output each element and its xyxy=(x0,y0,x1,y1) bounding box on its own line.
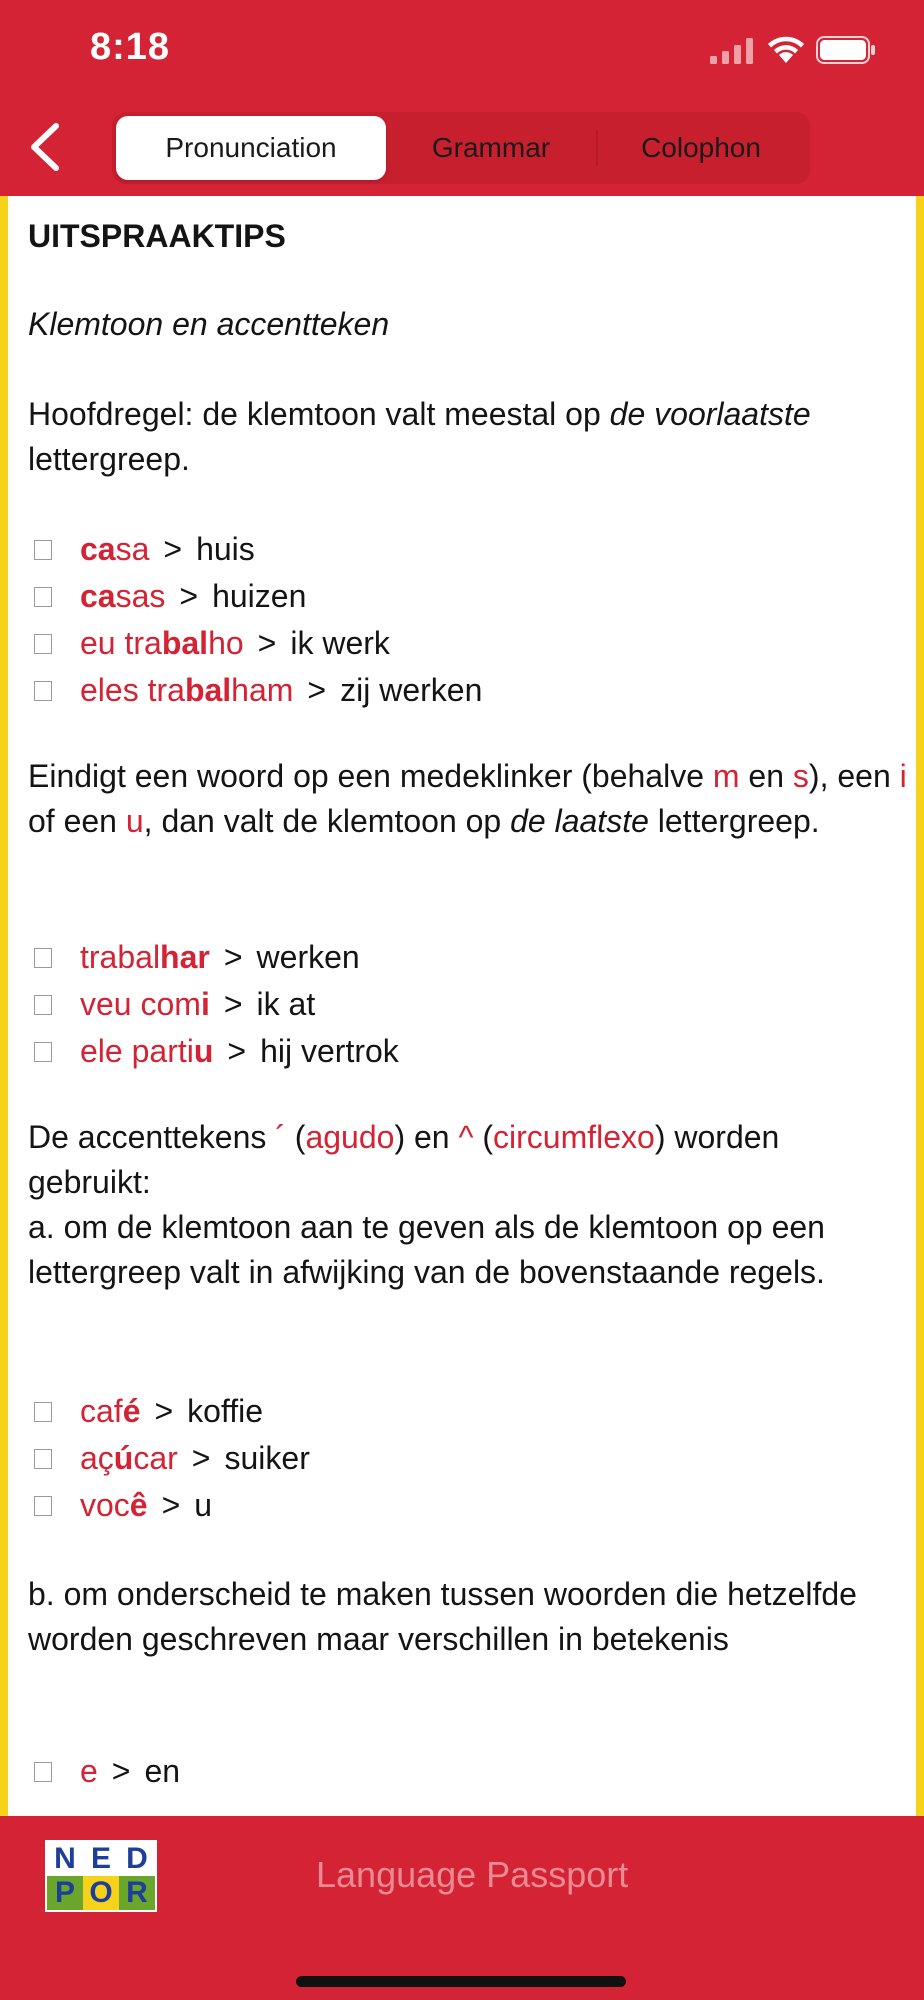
word-stressed: ú xyxy=(113,1440,134,1476)
example-item xyxy=(28,1389,263,1434)
word-part: ham xyxy=(231,672,294,708)
tab-colophon[interactable]: Colophon xyxy=(641,132,761,163)
footer-title: Language Passport xyxy=(316,1854,629,1895)
example-item xyxy=(28,1483,212,1528)
letter-highlight: s xyxy=(792,758,809,794)
rule-text: ), een xyxy=(808,758,900,794)
rule-final-stress xyxy=(28,754,908,844)
translation: suiker xyxy=(224,1440,310,1476)
rule-text: ( xyxy=(285,1119,306,1155)
example-item xyxy=(28,1436,310,1481)
status-time: 8:18 xyxy=(90,26,171,68)
rule-point-a: a. om de klemtoon aan te geven als de klemtoon op een lettergreep valt in afwijking van de bovenstaande regels. xyxy=(28,1209,825,1290)
content-scroll-area[interactable] xyxy=(0,196,924,1816)
example-item xyxy=(28,574,306,619)
accent-mark: ^ xyxy=(458,1119,474,1155)
example-item xyxy=(28,527,255,572)
nedpor-logo[interactable] xyxy=(45,1840,157,1912)
term-highlight: agudo xyxy=(305,1119,395,1155)
example-item xyxy=(28,982,315,1027)
wifi-icon xyxy=(766,34,806,64)
example-item xyxy=(28,935,360,980)
translation: ik werk xyxy=(290,625,390,661)
word-stressed: bal xyxy=(161,625,209,661)
rule-text: Eindigt een woord op een medeklinker (behalve xyxy=(28,758,713,794)
example-item xyxy=(28,1749,180,1794)
example-item xyxy=(28,668,482,713)
bullet-box-icon xyxy=(34,995,52,1015)
logo-letter: N xyxy=(47,1842,83,1876)
word-stressed: u xyxy=(193,1033,214,1069)
rule-point-b: b. om onderscheid te maken tussen woorden die hetzelfde worden geschreven maar verschillen in betekenis xyxy=(28,1576,857,1657)
translation: huizen xyxy=(212,578,307,614)
separator: > xyxy=(227,1033,247,1069)
accent-mark: ´ xyxy=(275,1119,286,1155)
word-part: eles tra xyxy=(80,672,185,708)
separator: > xyxy=(161,1487,181,1523)
segmented-control xyxy=(112,112,810,184)
separator: > xyxy=(223,939,243,975)
word-part: veu com xyxy=(80,986,201,1022)
rule-emphasis: de laatste xyxy=(510,803,649,839)
rule-text: lettergreep. xyxy=(648,803,820,839)
bullet-box-icon xyxy=(34,587,52,607)
separator: > xyxy=(307,672,327,708)
translation: koffie xyxy=(187,1393,264,1429)
rule-text: De accenttekens xyxy=(28,1119,276,1155)
rule-emphasis: de voorlaatste xyxy=(609,396,811,432)
rule-text: , dan valt de klemtoon op xyxy=(143,803,511,839)
translation: zij werken xyxy=(340,672,483,708)
tab-grammar[interactable]: Grammar xyxy=(431,132,551,163)
logo-letter: R xyxy=(119,1876,155,1910)
separator: > xyxy=(191,1440,211,1476)
rule-main-stress xyxy=(28,392,908,482)
bullet-box-icon xyxy=(34,681,52,701)
rule-text: of een xyxy=(28,803,126,839)
logo-letter: O xyxy=(83,1876,119,1910)
page-heading: UITSPRAAKTIPS xyxy=(28,218,286,254)
translation: hij vertrok xyxy=(260,1033,399,1069)
bullet-box-icon xyxy=(34,1402,52,1422)
rule-text: ) en xyxy=(394,1119,459,1155)
word-part: sa xyxy=(115,531,150,567)
word-part: aç xyxy=(80,1440,114,1476)
rule-accent-marks xyxy=(28,1115,908,1295)
translation: u xyxy=(194,1487,213,1523)
logo-letter: D xyxy=(119,1842,155,1876)
bullet-box-icon xyxy=(34,1042,52,1062)
word-part: caf xyxy=(80,1393,123,1429)
tab-pronunciation[interactable]: Pronunciation xyxy=(116,116,386,180)
letter-highlight: m xyxy=(712,758,740,794)
bullet-box-icon xyxy=(34,540,52,560)
separator: > xyxy=(154,1393,174,1429)
separator: > xyxy=(163,531,183,567)
word-stressed: i xyxy=(200,986,210,1022)
letter-highlight: i xyxy=(899,758,907,794)
logo-letter: E xyxy=(83,1842,119,1876)
separator: > xyxy=(223,986,243,1022)
word-part: ele parti xyxy=(80,1033,194,1069)
bullet-box-icon xyxy=(34,1762,52,1782)
translation: en xyxy=(144,1753,181,1789)
logo-letter: P xyxy=(47,1876,83,1910)
translation: huis xyxy=(196,531,255,567)
separator: > xyxy=(257,625,277,661)
translation: werken xyxy=(256,939,360,975)
word-stressed: ca xyxy=(80,531,116,567)
cellular-signal-icon xyxy=(710,38,754,64)
term-highlight: circumflexo xyxy=(493,1119,655,1155)
rule-text: Hoofdregel: de klemtoon valt meestal op xyxy=(28,396,610,432)
letter-highlight: u xyxy=(125,803,144,839)
rule-text: ( xyxy=(473,1119,494,1155)
word-part: trabal xyxy=(80,939,161,975)
home-indicator xyxy=(296,1976,626,1987)
word-stressed: é xyxy=(122,1393,141,1429)
rule-text: en xyxy=(739,758,793,794)
bottom-bar xyxy=(0,1816,924,2000)
nav-bar xyxy=(0,100,924,196)
word-part: sas xyxy=(115,578,166,614)
word-stressed: bal xyxy=(184,672,232,708)
word-stressed: ca xyxy=(80,578,116,614)
translation: ik at xyxy=(256,986,316,1022)
example-item xyxy=(28,621,390,666)
separator: > xyxy=(111,1753,131,1789)
bullet-box-icon xyxy=(34,634,52,654)
chevron-left-icon xyxy=(22,120,72,174)
battery-icon xyxy=(816,36,876,64)
example-item xyxy=(28,1029,399,1074)
bullet-box-icon xyxy=(34,1496,52,1516)
word-part: car xyxy=(133,1440,178,1476)
section-subheading: Klemtoon en accentteken xyxy=(28,306,390,342)
bullet-box-icon xyxy=(34,948,52,968)
rule-text: ) worden gebruikt: xyxy=(28,1119,780,1200)
word-stressed: ê xyxy=(129,1487,148,1523)
word-part: voc xyxy=(80,1487,130,1523)
word-part: eu tra xyxy=(80,625,162,661)
bullet-box-icon xyxy=(34,1449,52,1469)
rule-text: lettergreep. xyxy=(28,441,190,477)
word-part: e xyxy=(80,1753,98,1789)
separator: > xyxy=(179,578,199,614)
status-bar xyxy=(0,0,924,100)
word-part: ho xyxy=(208,625,244,661)
word-stressed: har xyxy=(160,939,210,975)
back-button[interactable] xyxy=(22,120,72,174)
